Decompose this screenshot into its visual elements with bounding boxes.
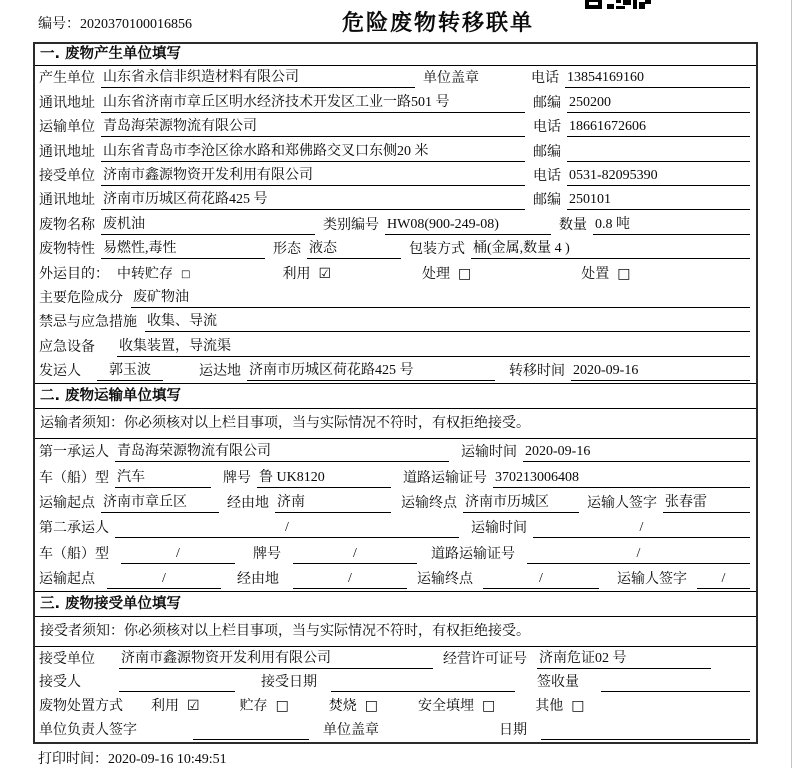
checkbox-utilize-icon: ☑ bbox=[318, 265, 332, 282]
checkbox-utilize-2-icon: ☑ bbox=[187, 697, 200, 714]
zip2-label: 邮编 bbox=[533, 144, 561, 160]
address1-label: 通讯地址 bbox=[39, 95, 95, 111]
packing-label: 包装方式 bbox=[409, 242, 465, 258]
utilize2-label: 利用 bbox=[151, 698, 179, 714]
license-label: 经营许可证号 bbox=[443, 651, 527, 667]
receipt-qty-label: 签收量 bbox=[537, 675, 579, 691]
transporter-value: 青岛海荣源物流有限公司 bbox=[101, 117, 525, 137]
section1-body bbox=[35, 66, 756, 383]
carrier2-value: / bbox=[115, 518, 459, 538]
via2-value: / bbox=[293, 569, 407, 589]
via2-label: 经由地 bbox=[237, 571, 279, 587]
zip3-value: 250101 bbox=[567, 190, 750, 210]
via1-label: 经由地 bbox=[227, 495, 269, 511]
row-receive-unit bbox=[35, 164, 756, 188]
category-label: 类别编号 bbox=[323, 217, 379, 233]
checkbox-transit-storage-icon: □ bbox=[181, 268, 191, 280]
transit-storage-label: 中转贮存 bbox=[117, 266, 173, 282]
carrier1-label: 第一承运人 bbox=[39, 445, 109, 461]
character-label: 废物特性 bbox=[39, 242, 95, 258]
checkbox-other-icon: □ bbox=[571, 697, 585, 714]
vehicle2-value: / bbox=[121, 544, 235, 564]
hazard-value: 废矿物油 bbox=[131, 288, 750, 308]
row-disposal-method bbox=[35, 694, 756, 718]
receive-person-label: 接受人 bbox=[39, 675, 81, 691]
row-vehicle-1 bbox=[35, 464, 756, 489]
transporter-notice: 运输者须知：你必须核对以上栏目事项，当与实际情况不符时，有权拒绝接受。 bbox=[35, 409, 756, 439]
waste-name-value: 废机油 bbox=[101, 215, 315, 235]
row-receive-unit-confirm bbox=[35, 647, 756, 671]
taboo-value: 收集、导流 bbox=[145, 312, 750, 332]
permit1-label: 道路运输证号 bbox=[403, 470, 487, 486]
dest2-value: / bbox=[483, 569, 599, 589]
origin1-value: 济南市章丘区 bbox=[101, 493, 219, 513]
row-receive-address bbox=[35, 188, 756, 212]
date2-value bbox=[541, 739, 750, 740]
receive-person-value bbox=[119, 691, 235, 692]
producer-label: 产生单位 bbox=[39, 71, 95, 87]
receive-unit-value: 济南市鑫源物资开发利用有限公司 bbox=[119, 649, 433, 669]
section1-header: 一. 废物产生单位填写 bbox=[35, 44, 756, 66]
origin2-label: 运输起点 bbox=[39, 571, 95, 587]
row-carrier-2 bbox=[35, 515, 756, 540]
phone1-value: 13854169160 bbox=[565, 68, 750, 88]
transfer-time-label: 转移时间 bbox=[509, 364, 565, 380]
address2-value: 山东省青岛市李沧区徐水路和郑佛路交叉口东侧20 米 bbox=[101, 142, 525, 162]
shipper-value: 郭玉波 bbox=[97, 361, 163, 381]
receiver-notice: 接受者须知：你必须核对以上栏目事项，当与实际情况不符时，有权拒绝接受。 bbox=[35, 617, 756, 647]
row-transport-address bbox=[35, 139, 756, 163]
permit2-label: 道路运输证号 bbox=[431, 546, 515, 562]
row-emergency-measures bbox=[35, 310, 756, 334]
sign2-value: / bbox=[697, 569, 750, 589]
row-route-1 bbox=[35, 490, 756, 515]
phone2-label: 电话 bbox=[533, 120, 561, 136]
checkbox-incineration-icon: □ bbox=[364, 697, 379, 714]
shipper-label: 发运人 bbox=[39, 364, 81, 380]
responsible-sign-value bbox=[193, 739, 309, 740]
page-edge-line bbox=[791, 0, 792, 768]
utilize-label: 利用 bbox=[282, 266, 311, 282]
origin1-label: 运输起点 bbox=[39, 495, 95, 511]
row-waste-name bbox=[35, 212, 756, 236]
row-receive-person bbox=[35, 671, 756, 695]
page-title: 危险废物转移联单 bbox=[341, 11, 535, 36]
vehicle2-label: 车（船）型 bbox=[39, 546, 109, 562]
checkbox-storage-icon: □ bbox=[275, 697, 289, 714]
transport-time1-label: 运输时间 bbox=[461, 445, 517, 461]
carrier1-value: 青岛海荣源物流有限公司 bbox=[115, 442, 449, 462]
dest2-label: 运输终点 bbox=[417, 571, 473, 587]
row-signature bbox=[35, 718, 756, 742]
transport-time2-value: / bbox=[533, 518, 750, 538]
zip1-value: 250200 bbox=[567, 93, 750, 113]
receive-unit-label: 接受单位 bbox=[39, 651, 95, 667]
license-value: 济南危证02 号 bbox=[537, 649, 711, 669]
section2-body bbox=[35, 439, 756, 591]
quantity-value: 0.8 吨 bbox=[593, 215, 750, 235]
quantity-label: 数量 bbox=[559, 217, 587, 233]
row-waste-character bbox=[35, 237, 756, 261]
checkbox-secure-landfill-icon: □ bbox=[482, 697, 496, 714]
form-label: 形态 bbox=[273, 242, 301, 258]
origin2-value: / bbox=[107, 569, 221, 589]
qr-code-fragment bbox=[585, 0, 651, 9]
via1-value: 济南 bbox=[275, 493, 391, 513]
category-value: HW08(900-249-08) bbox=[385, 215, 551, 235]
row-route-2 bbox=[35, 566, 756, 591]
vehicle1-value: 汽车 bbox=[115, 468, 211, 488]
phone3-value: 0531-82095390 bbox=[567, 166, 750, 186]
row-producer bbox=[35, 66, 756, 90]
checkbox-disposal-icon: □ bbox=[617, 265, 631, 282]
destination-value: 济南市历城区荷花路425 号 bbox=[247, 361, 495, 381]
doc-number-label: 编号： bbox=[38, 17, 80, 32]
unit-seal2-label: 单位盖章 bbox=[323, 722, 379, 738]
waste-name-label: 废物名称 bbox=[39, 217, 95, 233]
section2-header: 二. 废物运输单位填写 bbox=[35, 383, 756, 409]
vehicle1-label: 车（船）型 bbox=[39, 470, 109, 486]
row-transport-unit bbox=[35, 115, 756, 139]
dest1-label: 运输终点 bbox=[401, 495, 457, 511]
form-value: 液态 bbox=[307, 239, 401, 259]
plate1-value: 鲁 UK8120 bbox=[257, 468, 391, 488]
sign2-label: 运输人签字 bbox=[617, 571, 687, 587]
zip1-label: 邮编 bbox=[533, 95, 561, 111]
zip2-value bbox=[567, 161, 750, 162]
receive-date-value bbox=[331, 691, 515, 692]
plate2-value: / bbox=[293, 544, 417, 564]
hazard-label: 主要危险成分 bbox=[39, 290, 123, 306]
purpose-label: 外运目的： bbox=[39, 266, 109, 282]
equipment-label: 应急设备 bbox=[39, 339, 95, 355]
disposal-method-label: 废物处置方式 bbox=[39, 698, 123, 714]
row-transfer-purpose bbox=[35, 261, 756, 285]
other-label: 其他 bbox=[535, 698, 564, 714]
address2-label: 通讯地址 bbox=[39, 144, 95, 160]
date2-label: 日期 bbox=[499, 722, 527, 738]
row-producer-address bbox=[35, 90, 756, 114]
row-carrier-1 bbox=[35, 439, 756, 464]
unit-seal-label: 单位盖章 bbox=[423, 71, 479, 87]
row-emergency-equipment bbox=[35, 334, 756, 358]
character-value: 易燃性,毒性 bbox=[101, 239, 265, 259]
transport-time2-label: 运输时间 bbox=[471, 521, 527, 537]
transport-time1-value: 2020-09-16 bbox=[523, 442, 750, 462]
packing-value: 桶(金属,数量 4 ) bbox=[471, 239, 750, 259]
taboo-label: 禁忌与应急措施 bbox=[39, 315, 137, 331]
receive-date-label: 接受日期 bbox=[261, 675, 317, 691]
address3-value: 济南市历城区荷花路425 号 bbox=[101, 190, 525, 210]
sign1-value: 张春雷 bbox=[663, 493, 750, 513]
address3-label: 通讯地址 bbox=[39, 193, 95, 209]
permit1-value: 370213006408 bbox=[493, 468, 750, 488]
destination-label: 运达地 bbox=[199, 364, 241, 380]
transfer-time-value: 2020-09-16 bbox=[571, 361, 750, 381]
plate2-label: 牌号 bbox=[253, 546, 281, 562]
address1-value: 山东省济南市章丘区明水经济技术开发区工业一路501 号 bbox=[101, 93, 525, 113]
treatment-label: 处理 bbox=[422, 266, 451, 282]
sign1-label: 运输人签字 bbox=[587, 495, 657, 511]
receiver-label: 接受单位 bbox=[39, 168, 95, 184]
equipment-value: 收集装置，导流渠 bbox=[117, 337, 750, 357]
incineration-label: 焚烧 bbox=[328, 698, 357, 714]
row-shipper bbox=[35, 359, 756, 383]
zip3-label: 邮编 bbox=[533, 193, 561, 209]
checkbox-treatment-icon: □ bbox=[458, 265, 472, 282]
phone3-label: 电话 bbox=[533, 168, 561, 184]
doc-number bbox=[38, 13, 192, 33]
permit2-value: / bbox=[527, 544, 750, 564]
form-table bbox=[33, 42, 758, 744]
doc-number-value: 2020370100016856 bbox=[80, 17, 192, 32]
producer-value: 山东省永信非织造材料有限公司 bbox=[101, 68, 415, 88]
document-header bbox=[0, 0, 796, 42]
dest1-value: 济南市历城区 bbox=[463, 493, 579, 513]
storage2-label: 贮存 bbox=[239, 698, 268, 714]
disposal-label: 处置 bbox=[581, 266, 610, 282]
phone2-value: 18661672606 bbox=[567, 117, 750, 137]
landfill-label: 安全填埋 bbox=[418, 698, 475, 714]
section3-body bbox=[35, 647, 756, 742]
phone1-label: 电话 bbox=[531, 71, 559, 87]
receiver-value: 济南市鑫源物资开发利用有限公司 bbox=[101, 166, 525, 186]
row-vehicle-2 bbox=[35, 540, 756, 565]
transporter-label: 运输单位 bbox=[39, 120, 95, 136]
section3-header: 三. 废物接受单位填写 bbox=[35, 591, 756, 617]
plate1-label: 牌号 bbox=[223, 470, 251, 486]
row-hazard-component bbox=[35, 286, 756, 310]
receipt-qty-value bbox=[601, 691, 750, 692]
print-time: 打印时间：2020-09-16 10:49:51 bbox=[38, 752, 227, 767]
responsible-sign-label: 单位负责人签字 bbox=[39, 722, 137, 738]
carrier2-label: 第二承运人 bbox=[39, 521, 109, 537]
